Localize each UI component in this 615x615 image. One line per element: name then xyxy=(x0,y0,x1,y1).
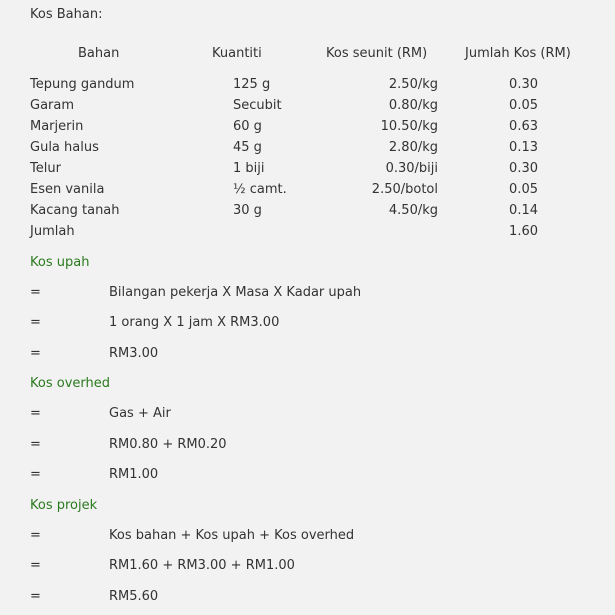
page-title: Kos Bahan: xyxy=(30,7,103,22)
header-kuantiti: Kuantiti xyxy=(212,46,262,61)
cell-jumlah-kos: 0.05 xyxy=(509,98,538,113)
cell-kos-seunit: 4.50/kg xyxy=(388,203,438,218)
cell-jumlah-kos: 0.05 xyxy=(509,182,538,197)
cell-bahan: Gula halus xyxy=(30,140,99,155)
cell-kos-seunit: 2.50/kg xyxy=(388,77,438,92)
equals-sign: = xyxy=(30,315,41,330)
cell-kuantiti: 45 g xyxy=(233,140,262,155)
cell-jumlah-kos: 0.13 xyxy=(509,140,538,155)
section-heading-kos-upah: Kos upah xyxy=(30,255,90,270)
equals-sign: = xyxy=(30,406,41,421)
cell-bahan: Marjerin xyxy=(30,119,84,134)
equals-sign: = xyxy=(30,558,41,573)
header-bahan: Bahan xyxy=(78,46,120,61)
equals-sign: = xyxy=(30,589,41,604)
cell-jumlah-kos: 0.14 xyxy=(509,203,538,218)
cell-kos-seunit: 10.50/kg xyxy=(380,119,438,134)
formula-result: RM3.00 xyxy=(109,346,159,361)
cell-kos-seunit: 2.80/kg xyxy=(388,140,438,155)
cell-kuantiti: 30 g xyxy=(233,203,262,218)
header-kos-seunit: Kos seunit (RM) xyxy=(326,46,428,61)
cell-kos-seunit: 0.80/kg xyxy=(388,98,438,113)
equals-sign: = xyxy=(30,346,41,361)
equals-sign: = xyxy=(30,437,41,452)
formula-line: RM1.60 + RM3.00 + RM1.00 xyxy=(109,558,295,573)
formula-line: Kos bahan + Kos upah + Kos overhed xyxy=(109,528,355,543)
cell-bahan: Esen vanila xyxy=(30,182,105,197)
cell-bahan: Garam xyxy=(30,98,75,113)
formula-line: 1 orang X 1 jam X RM3.00 xyxy=(109,315,280,330)
cell-kuantiti: 60 g xyxy=(233,119,262,134)
equals-sign: = xyxy=(30,467,41,482)
equals-sign: = xyxy=(30,528,41,543)
cell-kos-seunit: 0.30/biji xyxy=(385,161,438,176)
header-jumlah-kos: Jumlah Kos (RM) xyxy=(465,46,571,61)
cell-bahan: Telur xyxy=(30,161,61,176)
section-heading-kos-overhed: Kos overhed xyxy=(30,376,110,391)
cell-jumlah-kos: 0.30 xyxy=(509,161,538,176)
equals-sign: = xyxy=(30,285,41,300)
cell-kos-seunit: 2.50/botol xyxy=(371,182,438,197)
formula-result: RM1.00 xyxy=(109,467,159,482)
cell-bahan: Tepung gandum xyxy=(30,77,135,92)
formula-line: Bilangan pekerja X Masa X Kadar upah xyxy=(109,285,362,300)
total-value: 1.60 xyxy=(509,224,538,239)
section-heading-kos-projek: Kos projek xyxy=(30,498,98,513)
cell-kuantiti: ½ camt. xyxy=(233,182,287,197)
cell-jumlah-kos: 0.63 xyxy=(509,119,538,134)
cell-kuantiti: Secubit xyxy=(233,98,282,113)
formula-line: RM0.80 + RM0.20 xyxy=(109,437,227,452)
cell-bahan: Kacang tanah xyxy=(30,203,120,218)
total-label: Jumlah xyxy=(30,224,75,239)
formula-line: Gas + Air xyxy=(109,406,171,421)
cell-kuantiti: 1 biji xyxy=(233,161,265,176)
cell-kuantiti: 125 g xyxy=(233,77,271,92)
cell-jumlah-kos: 0.30 xyxy=(509,77,538,92)
formula-result: RM5.60 xyxy=(109,589,159,604)
